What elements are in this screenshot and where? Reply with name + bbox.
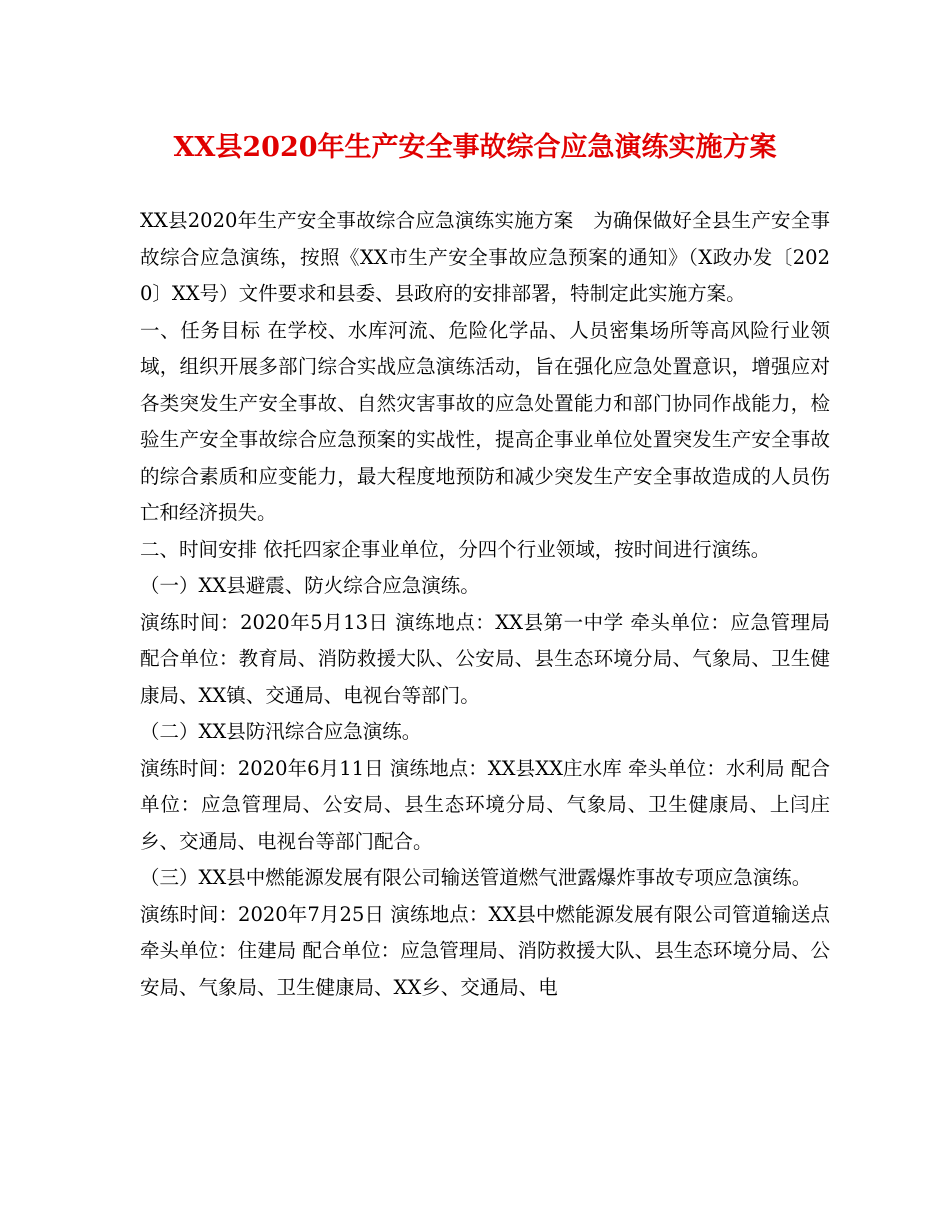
- paragraph-drill-3-heading: （三）XX县中燃能源发展有限公司输送管道燃气泄露爆炸事故专项应急演练。: [140, 866, 812, 889]
- paragraph-drill-1-details: 演练时间：2020年5月13日 演练地点：XX县第一中学 牵头单位：应急管理局 配合单位：教育局、消防救援大队、公安局、县生态环境分局、气象局、卫生健康局、XX镇、交通局、电视台等部门。: [140, 610, 830, 707]
- document-title: XX县2020年生产安全事故综合应急演练实施方案: [173, 132, 777, 163]
- paragraph-drill-2-heading: （二）XX县防汛综合应急演练。: [140, 720, 422, 743]
- paragraph-intro: XX县2020年生产安全事故综合应急演练实施方案 为确保做好全县生产安全事故综合应急演练，按照《XX市生产安全事故应急预案的通知》（X政办发〔2020〕XX号）文件要求和县委、县政府的安排部署，特制定此实施方案。: [140, 209, 830, 305]
- paragraph-drill-1-heading: （一）XX县避震、防火综合应急演练。: [140, 574, 480, 597]
- paragraph-task-goal: 一、任务目标 在学校、水库河流、危险化学品、人员密集场所等高风险行业领域，组织开展多部门综合实战应急演练活动，旨在强化应急处置意识，增强应对各类突发生产安全事故、自然灾害事故的应急处置能力和部门协同作战能力，检验生产安全事故综合应急预案的实战性，提高企事业单位处置突发生产安全事故的综合素质和应变能力，最大程度地预防和减少突发生产安全事故造成的人员伤亡和经济损失。: [140, 318, 830, 524]
- paragraph-drill-2-details: 演练时间：2020年6月11日 演练地点：XX县XX庄水库 牵头单位：水利局 配合单位：应急管理局、公安局、县生态环境分局、气象局、卫生健康局、上闫庄乡、交通局、电视台等部门配合。: [140, 756, 830, 853]
- paragraph-schedule: 二、时间安排 依托四家企事业单位，分四个行业领域，按时间进行演练。: [140, 537, 771, 561]
- document-body: [140, 203, 830, 1006]
- paragraph-drill-3-details: 演练时间：2020年7月25日 演练地点：XX县中燃能源发展有限公司管道输送点 牵头单位：住建局 配合单位：应急管理局、消防救援大队、县生态环境分局、公安局、气象局、卫生健康局、XX乡、交通局、电: [140, 902, 830, 999]
